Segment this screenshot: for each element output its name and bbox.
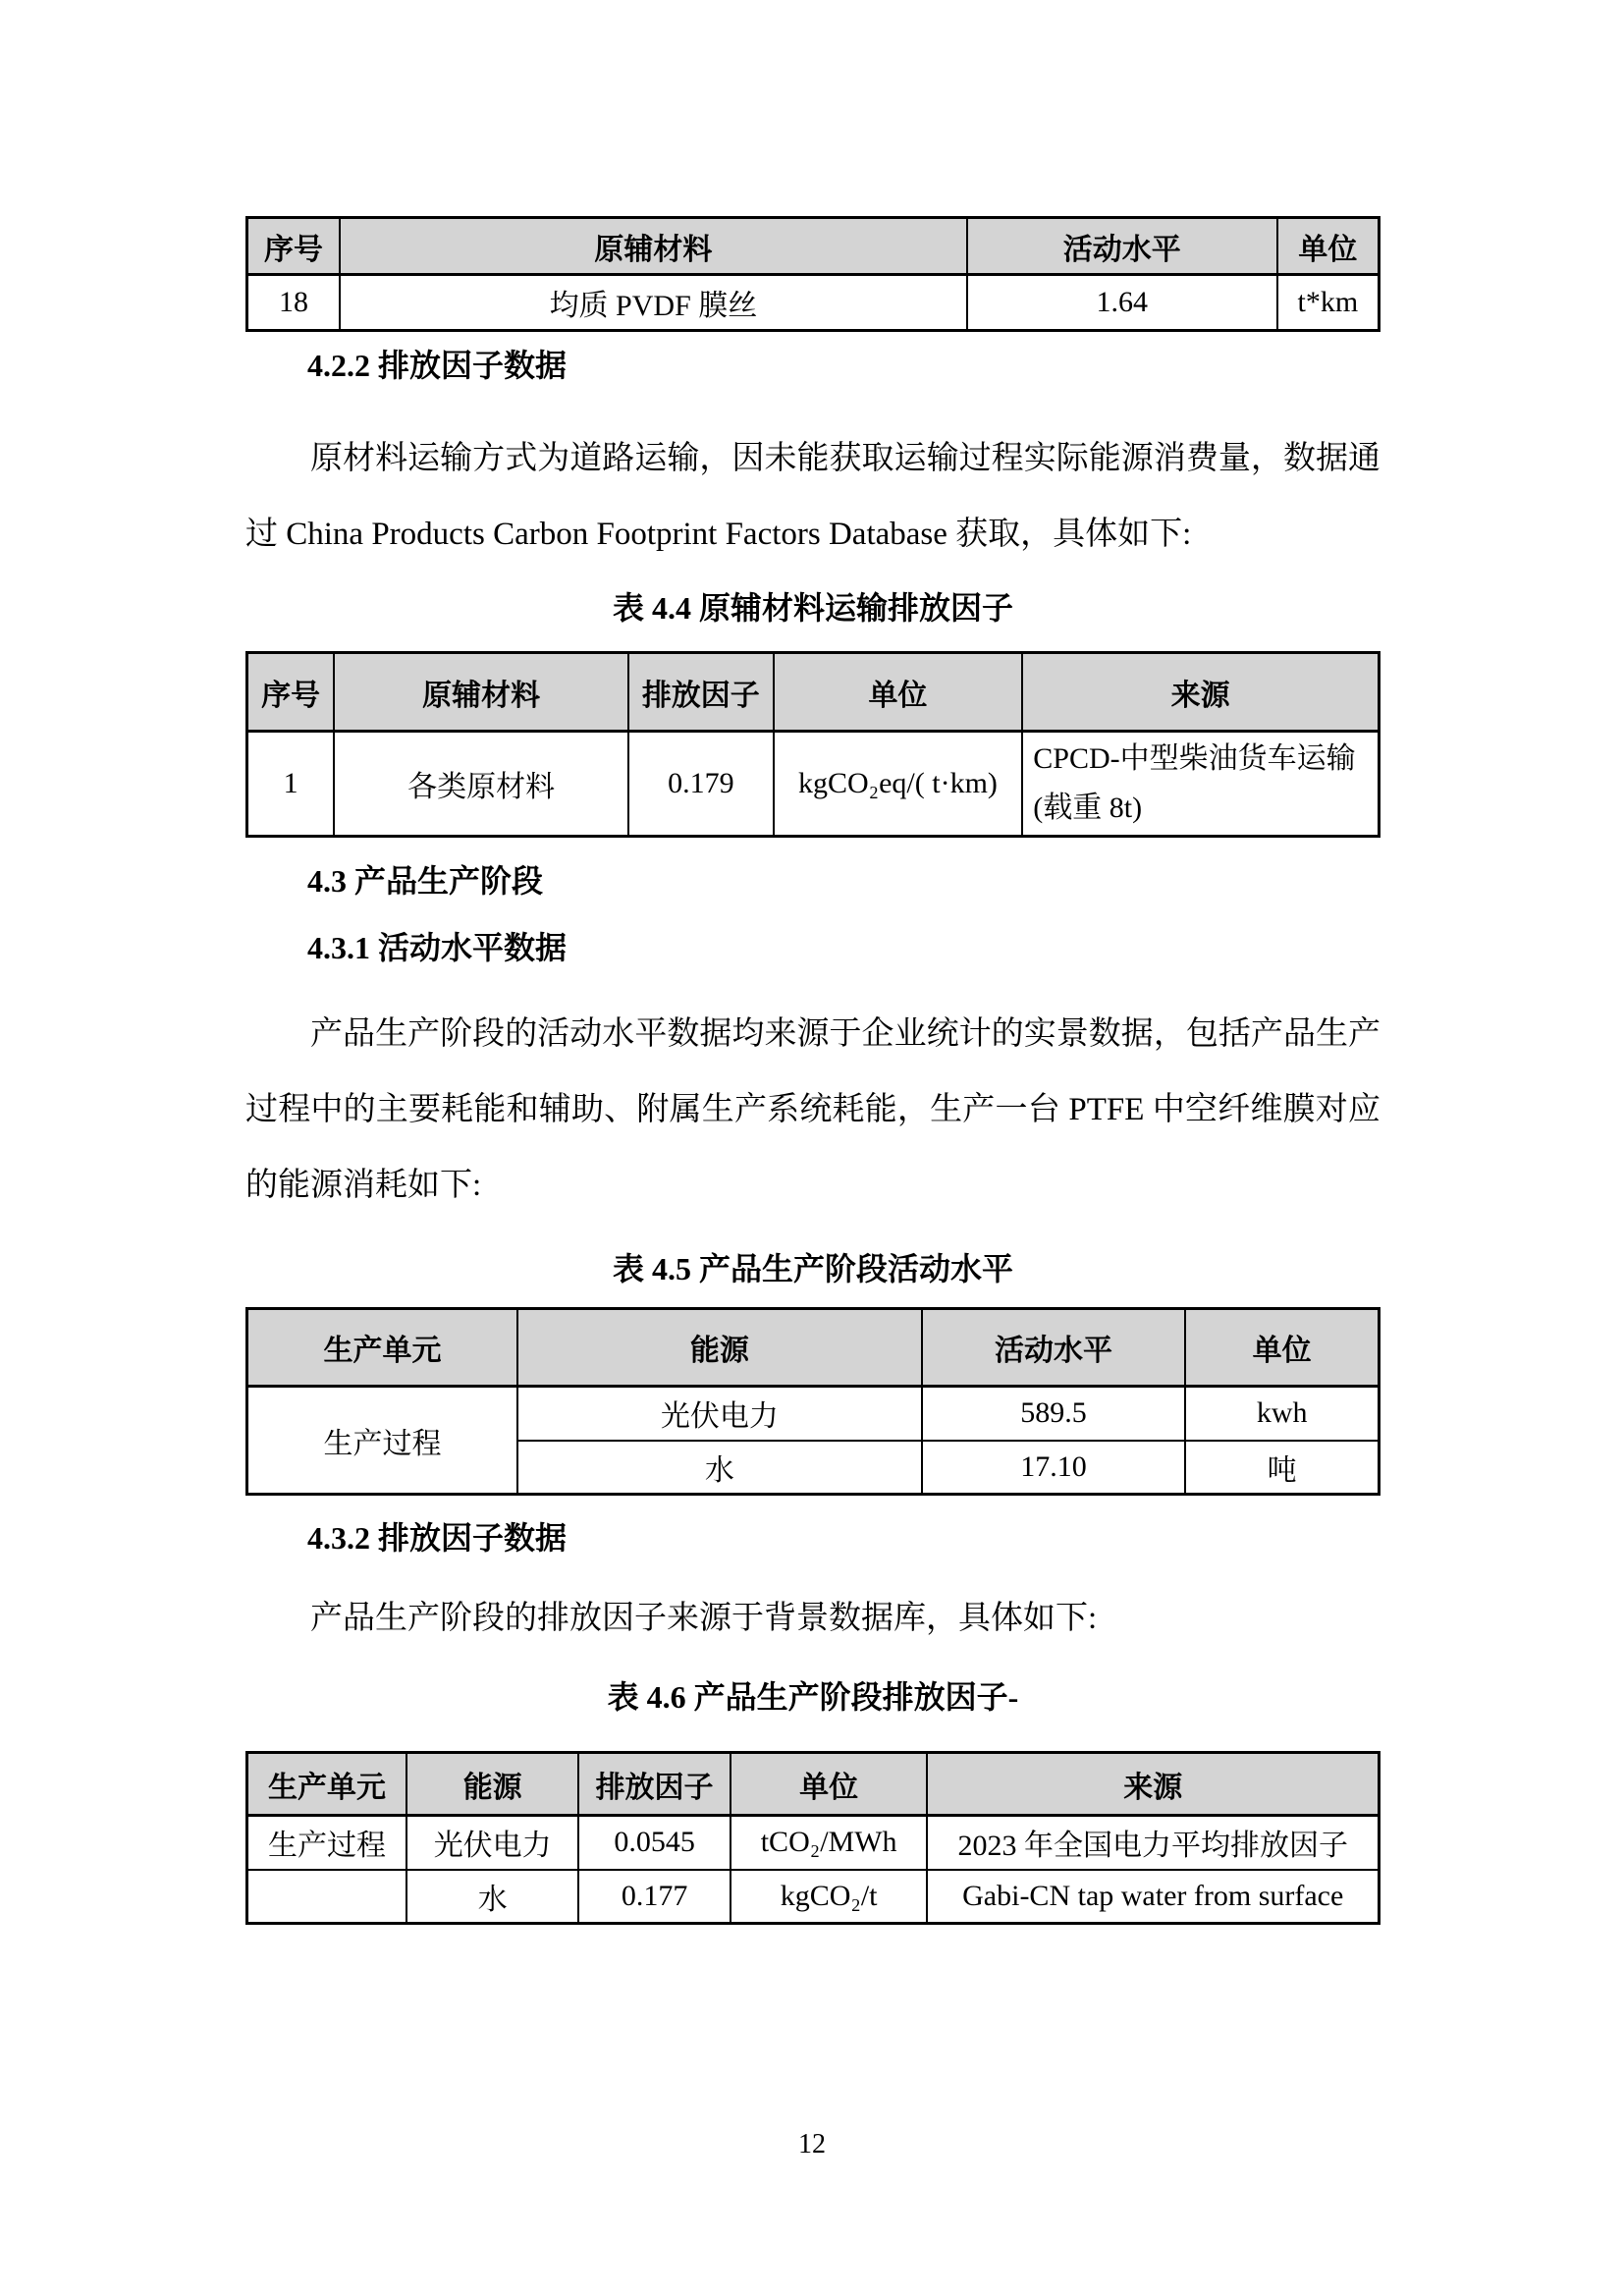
table-row (247, 275, 1380, 331)
table-cell-factor: 0.177 (578, 1870, 731, 1924)
table-cell-seq: 18 (247, 275, 341, 331)
table-cell-activity: 17.10 (922, 1441, 1186, 1495)
column-header-energy: 能源 (517, 1309, 922, 1387)
table-cell-activity: 589.5 (922, 1387, 1186, 1441)
table-cell-unit: t*km (1277, 275, 1380, 331)
table-4-6 (245, 1751, 1380, 1925)
table-cell-production-unit: 生产过程 (247, 1387, 518, 1495)
table-cell-seq: 1 (247, 732, 335, 837)
page-number: 12 (798, 2129, 826, 2159)
table-header-row (247, 1309, 1380, 1387)
paragraph-transport-emission: 原材料运输方式为道路运输，因未能获取运输过程实际能源消费量，数据通过 China Products Carbon Footprint Factors Database 获取，具体如下: (245, 441, 1380, 552)
table-4-4 (245, 651, 1380, 838)
table-header-row (247, 218, 1380, 275)
column-header-factor: 排放因子 (628, 653, 774, 732)
table-cell-energy: 光伏电力 (406, 1816, 578, 1870)
column-header-seq: 序号 (247, 653, 335, 732)
column-header-unit: 单位 (1277, 218, 1380, 275)
table-cell-source: 2023 年全国电力平均排放因子 (927, 1816, 1379, 1870)
table-cell-factor: 0.0545 (578, 1816, 731, 1870)
column-header-activity: 活动水平 (922, 1309, 1186, 1387)
table-row (247, 1816, 1380, 1870)
table-cell-unit: kwh (1185, 1387, 1379, 1441)
paragraph-production-emission: 产品生产阶段的排放因子来源于背景数据库，具体如下: (310, 1601, 1098, 1636)
table-cell-unit: 吨 (1185, 1441, 1379, 1495)
column-header-unit: 单位 (774, 653, 1023, 732)
table-cell-source: CPCD-中型柴油货车运输(载重 8t) (1022, 732, 1379, 837)
table-4-5 (245, 1307, 1380, 1496)
paragraph-production-activity: 产品生产阶段的活动水平数据均来源于企业统计的实景数据，包括产品生产过程中的主要耗能和辅助、附属生产系统耗能，生产一台 PTFE 中空纤维膜对应的能源消耗如下: (245, 1016, 1380, 1203)
table-caption-4-4: 表 4.4 原辅材料运输排放因子 (612, 590, 1013, 626)
column-header-unit-name: 生产单元 (247, 1309, 518, 1387)
table-cell-unit: kgCO₂eq/( t·km) (774, 732, 1023, 837)
column-header-unit-name: 生产单元 (247, 1753, 407, 1816)
column-header-energy: 能源 (406, 1753, 578, 1816)
table-row (247, 732, 1380, 837)
table-cell-material: 均质 PVDF 膜丝 (340, 275, 967, 331)
table-cell-activity: 1.64 (967, 275, 1277, 331)
column-header-material: 原辅材料 (334, 653, 628, 732)
table-header-row (247, 653, 1380, 732)
column-header-unit: 单位 (1185, 1309, 1379, 1387)
heading-4-3-1: 4.3.1 活动水平数据 (307, 930, 568, 965)
table-cell-production-unit (247, 1870, 407, 1924)
table-row (247, 1387, 1380, 1441)
table-caption-4-5: 表 4.5 产品生产阶段活动水平 (612, 1251, 1013, 1286)
table-cell-energy: 水 (406, 1870, 578, 1924)
page-content (245, 0, 1380, 1925)
column-header-seq: 序号 (247, 218, 341, 275)
table-cell-energy: 光伏电力 (517, 1387, 922, 1441)
table-cell-energy: 水 (517, 1441, 922, 1495)
heading-4-3-2: 4.3.2 排放因子数据 (307, 1520, 568, 1556)
column-header-activity: 活动水平 (967, 218, 1277, 275)
table-caption-4-6: 表 4.6 产品生产阶段排放因子- (607, 1679, 1019, 1715)
table-cell-production-unit: 生产过程 (247, 1816, 407, 1870)
heading-4-2-2: 4.2.2 排放因子数据 (307, 348, 568, 383)
heading-4-3: 4.3 产品生产阶段 (307, 863, 544, 899)
column-header-material: 原辅材料 (340, 218, 967, 275)
table-cell-source: Gabi-CN tap water from surface (927, 1870, 1379, 1924)
column-header-unit: 单位 (731, 1753, 928, 1816)
table-cell-unit: kgCO₂/t (731, 1870, 928, 1924)
column-header-source: 来源 (1022, 653, 1379, 732)
table-cell-unit: tCO₂/MWh (731, 1816, 928, 1870)
table-4-3-continuation (245, 216, 1380, 332)
table-cell-factor: 0.179 (628, 732, 774, 837)
table-row (247, 1870, 1380, 1924)
column-header-source: 来源 (927, 1753, 1379, 1816)
column-header-factor: 排放因子 (578, 1753, 731, 1816)
table-header-row (247, 1753, 1380, 1816)
table-cell-material: 各类原材料 (334, 732, 628, 837)
